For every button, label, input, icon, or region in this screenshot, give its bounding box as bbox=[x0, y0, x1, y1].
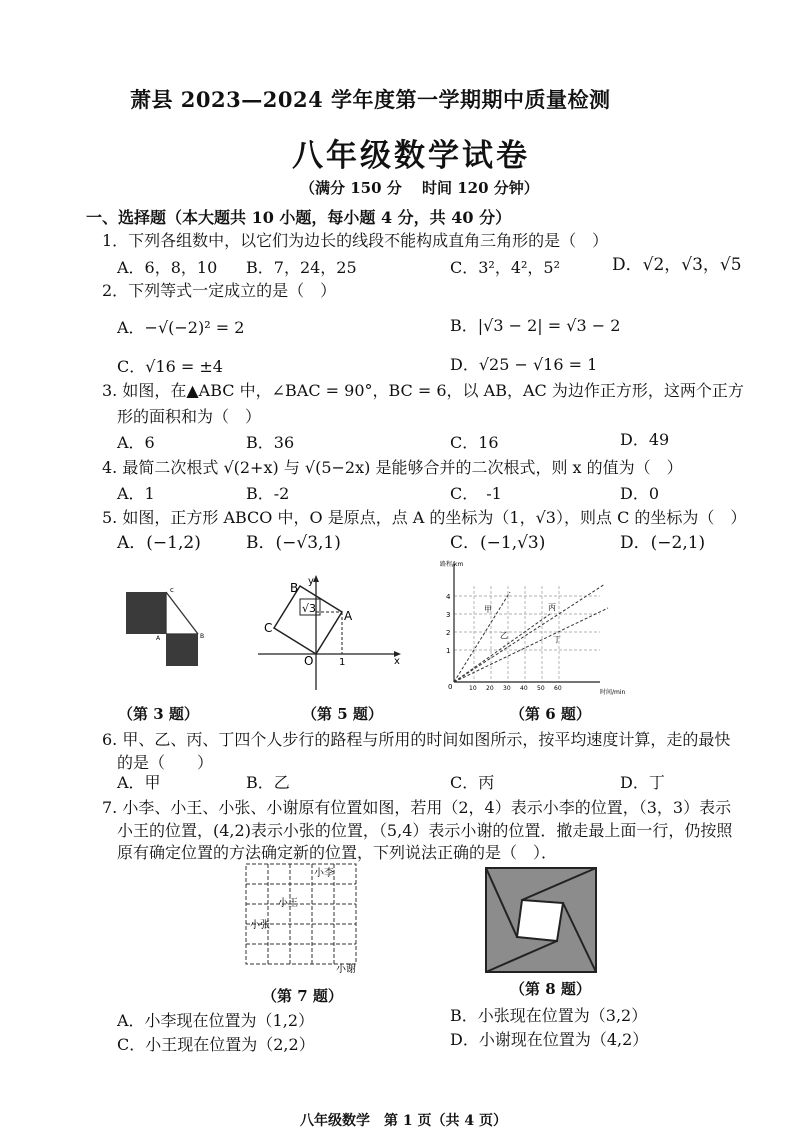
q7-option-d: D．小谢现在位置为（4,2） bbox=[450, 1030, 649, 1049]
q2-option-b: B．|√3 − 2| = √3 − 2 bbox=[450, 316, 621, 335]
q1-option-a: A．6，8，10 bbox=[117, 258, 218, 277]
q4-option-c: C． -1 bbox=[450, 484, 502, 503]
q6-stem-line1: 6. 甲、乙、丙、丁四个人步行的路程与所用的时间如图所示，按平均速度计算，走的最快 bbox=[102, 730, 731, 749]
q5-option-d: D．(−2,1) bbox=[620, 533, 706, 553]
figure-6-chart bbox=[440, 556, 670, 696]
line-yi bbox=[454, 614, 550, 682]
inner-square bbox=[517, 900, 563, 941]
fig8-caption: （第 8 题） bbox=[510, 980, 591, 998]
q1-option-b: B．7，24，25 bbox=[246, 258, 357, 277]
fig5-label-c: C bbox=[264, 621, 273, 635]
fig5-label-b: B bbox=[290, 581, 299, 595]
edge-bc-a bbox=[166, 592, 198, 634]
q4-option-d: D．0 bbox=[620, 484, 660, 503]
xtick-40: 40 bbox=[520, 685, 528, 692]
xtick-50: 50 bbox=[537, 685, 545, 692]
q6-option-a: A．甲 bbox=[117, 773, 161, 792]
fig7-caption: （第 7 题） bbox=[262, 987, 343, 1005]
fig5-label-a: A bbox=[344, 609, 353, 623]
q3-stem-line2: 形的面积和为（ ） bbox=[117, 407, 262, 426]
exam-info: （满分 150 分 时间 120 分钟） bbox=[300, 179, 539, 197]
ytick-3: 3 bbox=[446, 611, 451, 619]
q1-option-d: D．√2，√3，√5 bbox=[612, 255, 742, 275]
seat-xiaoli: 小李 bbox=[314, 868, 334, 879]
series-lines bbox=[454, 584, 608, 682]
seat-grid bbox=[246, 864, 356, 964]
fig3-label-a: A bbox=[156, 635, 161, 642]
q4-stem: 4. 最简二次根式 √(2+x) 与 √(5−2x) 是能够合并的二次根式，则 x 的值为（ ） bbox=[102, 458, 683, 477]
q5-option-a: A．(−1,2) bbox=[117, 533, 201, 553]
q2-option-d: D．√25 − √16 = 1 bbox=[450, 355, 598, 374]
q5-option-c: C．(−1,√3) bbox=[450, 533, 546, 553]
seat-xiaozhang: 小张 bbox=[250, 920, 270, 931]
q7-option-a: A．小李现在位置为（1,2） bbox=[117, 1011, 315, 1030]
q1-stem: 1．下列各组数中，以它们为边长的线段不能构成直角三角形的是（ ） bbox=[102, 231, 609, 250]
ytick-4: 4 bbox=[446, 593, 451, 601]
fig5-caption: （第 5 题） bbox=[302, 705, 383, 723]
q5-stem: 5. 如图，正方形 ABCO 中，O 是原点，点 A 的坐标为（1，√3），则点 C 的坐标为（ ） bbox=[102, 508, 747, 527]
q2-option-a: A．−√(−2)² = 2 bbox=[117, 318, 245, 337]
xtick-30: 30 bbox=[503, 685, 511, 692]
line-ding bbox=[454, 608, 608, 682]
q2-stem: 2．下列等式一定成立的是（ ） bbox=[102, 281, 337, 300]
chart-origin: 0 bbox=[448, 683, 453, 691]
label-yi: 乙 bbox=[500, 631, 508, 640]
paper-title: 八年级数学试卷 bbox=[292, 138, 530, 174]
ytick-1: 1 bbox=[446, 647, 451, 655]
label-jia: 甲 bbox=[484, 605, 492, 614]
q3-option-d: D．49 bbox=[620, 430, 670, 449]
q7-stem-line1: 7. 小李、小王、小张、小谢原有位置如图，若用（2，4）表示小李的位置，（3，3）表示 bbox=[102, 798, 732, 817]
q6-option-c: C．丙 bbox=[450, 773, 495, 792]
figure-8-square bbox=[484, 866, 598, 974]
q1-option-c: C．3²，4²，5² bbox=[450, 258, 561, 277]
q6-option-d: D．丁 bbox=[620, 773, 665, 792]
xtick-60: 60 bbox=[554, 685, 562, 692]
fig3-label-c: c bbox=[170, 586, 174, 594]
q3-stem-line1: 3. 如图，在▲ABC 中，∠BAC = 90°，BC = 6，以 AB，AC 为边作正方形，这两个正方 bbox=[102, 381, 744, 400]
q4-option-a: A．1 bbox=[117, 484, 155, 503]
seat-xiaoxie: 小谢 bbox=[336, 964, 356, 975]
q6-stem-line2: 的是（ ） bbox=[117, 753, 214, 772]
label-bing: 丙 bbox=[548, 603, 556, 612]
fig3-caption: （第 3 题） bbox=[118, 705, 199, 723]
figure-5 bbox=[258, 572, 406, 694]
q2-option-c: C．√16 = ±4 bbox=[117, 357, 223, 376]
fig5-label-y: y bbox=[308, 576, 314, 587]
label-ding: 丁 bbox=[553, 635, 561, 644]
q7-option-c: C．小王现在位置为（2,2） bbox=[117, 1035, 315, 1054]
fig5-label-x: x bbox=[394, 656, 400, 667]
q7-stem-line3: 原有确定位置的方法确定新的位置，下列说法正确的是（ ）． bbox=[117, 843, 558, 862]
q3-option-b: B．36 bbox=[246, 433, 295, 452]
seat-xiaowang: 小王 bbox=[278, 898, 298, 909]
square-ac bbox=[166, 634, 198, 666]
fig3-label-b: B bbox=[200, 633, 205, 640]
section-heading: 一、选择题（本大题共 10 小题，每小题 4 分，共 40 分） bbox=[86, 208, 512, 227]
square-ab bbox=[126, 592, 166, 634]
ytick-2: 2 bbox=[446, 629, 451, 637]
fig6-caption: （第 6 题） bbox=[510, 705, 591, 723]
fig5-label-1: 1 bbox=[339, 657, 346, 668]
q6-option-b: B．乙 bbox=[246, 773, 290, 792]
q3-option-c: C．16 bbox=[450, 433, 499, 452]
chart-xlabel: 时间/min bbox=[600, 689, 626, 696]
q7-option-b: B．小张现在位置为（3,2） bbox=[450, 1006, 648, 1025]
square-abco bbox=[274, 586, 342, 654]
figure-3 bbox=[118, 580, 218, 675]
xtick-20: 20 bbox=[486, 685, 494, 692]
q3-option-a: A．6 bbox=[117, 433, 155, 452]
q5-option-b: B．(−√3,1) bbox=[246, 533, 341, 553]
figure-7-grid bbox=[242, 860, 368, 980]
fig5-root3: √3 bbox=[302, 602, 317, 615]
line-bing bbox=[454, 584, 605, 682]
fig5-label-o: O bbox=[304, 654, 314, 668]
chart-ylabel: 路程/km bbox=[440, 561, 464, 568]
xtick-10: 10 bbox=[469, 685, 477, 692]
q4-option-b: B．-2 bbox=[246, 484, 290, 503]
q7-stem-line2: 小王的位置，(4,2)表示小张的位置，（5,4）表示小谢的位置．撤走最上面一行，仍按照 bbox=[117, 821, 733, 840]
page-footer: 八年级数学 第 1 页（共 4 页） bbox=[300, 1113, 507, 1129]
exam-title: 萧县 2023—2024 学年度第一学期期中质量检测 bbox=[130, 87, 611, 112]
